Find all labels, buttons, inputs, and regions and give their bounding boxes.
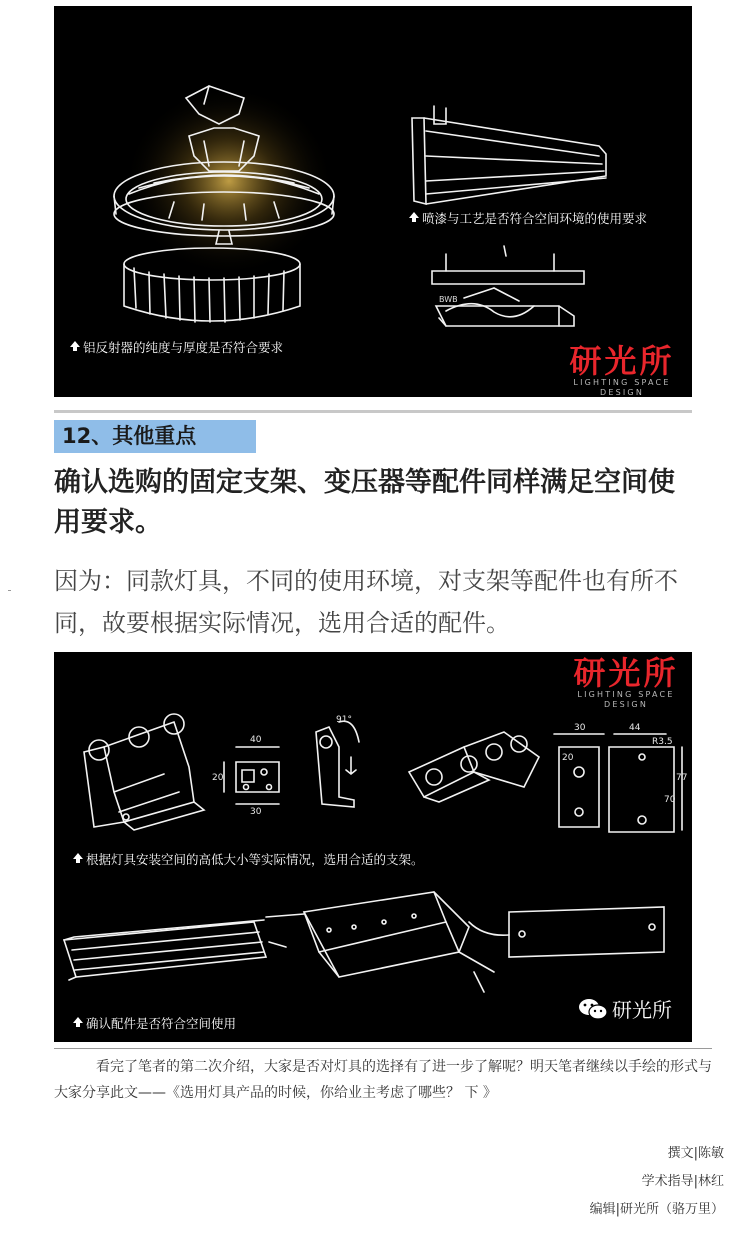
reflector-caption bbox=[69, 340, 283, 356]
bracket-caption-text: 根据灯具安装空间的高低大小等实际情况，选用合适的支架。 bbox=[86, 852, 424, 867]
dim-note: 20 bbox=[212, 773, 224, 783]
credit-advisor: 学术指导|林红 bbox=[641, 1174, 724, 1189]
sketch-drawings-bottom bbox=[54, 652, 692, 1042]
dim-note: 44 bbox=[629, 723, 641, 733]
brand-logo-sub: LIGHTING SPACE DESIGN bbox=[577, 690, 675, 709]
sketch-note: BWB bbox=[439, 295, 458, 304]
up-arrow-icon bbox=[72, 852, 84, 868]
credit-editor: 编辑|研光所（骆万里） bbox=[589, 1202, 724, 1217]
brand-logo-sub: LIGHTING SPACE DESIGN bbox=[573, 378, 671, 397]
edge-mark bbox=[8, 590, 11, 591]
dim-note: 30 bbox=[574, 723, 586, 733]
divider bbox=[54, 1048, 712, 1049]
dimension-notes bbox=[212, 715, 687, 817]
dim-note: 20 bbox=[562, 753, 574, 763]
brand-logo bbox=[562, 344, 682, 397]
section-label: 12、其他重点 bbox=[54, 420, 256, 453]
sketch-panel-reflector bbox=[54, 6, 692, 397]
dim-note: R3.5 bbox=[652, 737, 673, 747]
brand-logo-main: 研光所 bbox=[569, 342, 675, 380]
sketch-panel-brackets bbox=[54, 652, 692, 1042]
dim-note: 91° bbox=[336, 715, 352, 725]
divider bbox=[54, 410, 692, 413]
dim-note: 40 bbox=[250, 735, 262, 745]
wechat-watermark bbox=[578, 994, 672, 1026]
section-heading: 确认选购的固定支架、变压器等配件同样满足空间使用要求。 bbox=[54, 467, 675, 538]
paint-caption-text: 喷漆与工艺是否符合空间环境的使用要求 bbox=[422, 211, 648, 226]
wechat-label: 研光所 bbox=[612, 998, 672, 1022]
reflector-caption-text: 铝反射器的纯度与厚度是否符合要求 bbox=[83, 340, 284, 355]
up-arrow-icon bbox=[408, 211, 420, 227]
dim-note: 70 bbox=[664, 795, 676, 805]
up-arrow-icon bbox=[72, 1016, 84, 1032]
brand-logo-main: 研光所 bbox=[573, 654, 679, 692]
credit-author: 撰文|陈敏 bbox=[667, 1146, 724, 1161]
sketch-drawings-top bbox=[54, 6, 692, 397]
wechat-icon bbox=[578, 997, 608, 1026]
up-arrow-icon bbox=[69, 340, 81, 356]
closing-paragraph: 看完了笔者的第二次介绍，大家是否对灯具的选择有了进一步了解呢？明天笔者继续以手绘的形式与大家分享此文——《选用灯具产品的时候，你给业主考虑了哪些？ 下 》 bbox=[54, 1059, 712, 1101]
dim-note: 77 bbox=[676, 773, 688, 783]
paint-caption bbox=[408, 211, 647, 227]
accessory-caption bbox=[72, 1016, 236, 1032]
section-reason: 因为：同款灯具，不同的使用环境，对支架等配件也有所不同，故要根据实际情况，选用合适的配件。 bbox=[54, 567, 678, 637]
accessory-caption-text: 确认配件是否符合空间使用 bbox=[86, 1016, 237, 1031]
dim-note: 30 bbox=[250, 807, 262, 817]
bracket-caption bbox=[72, 852, 424, 868]
